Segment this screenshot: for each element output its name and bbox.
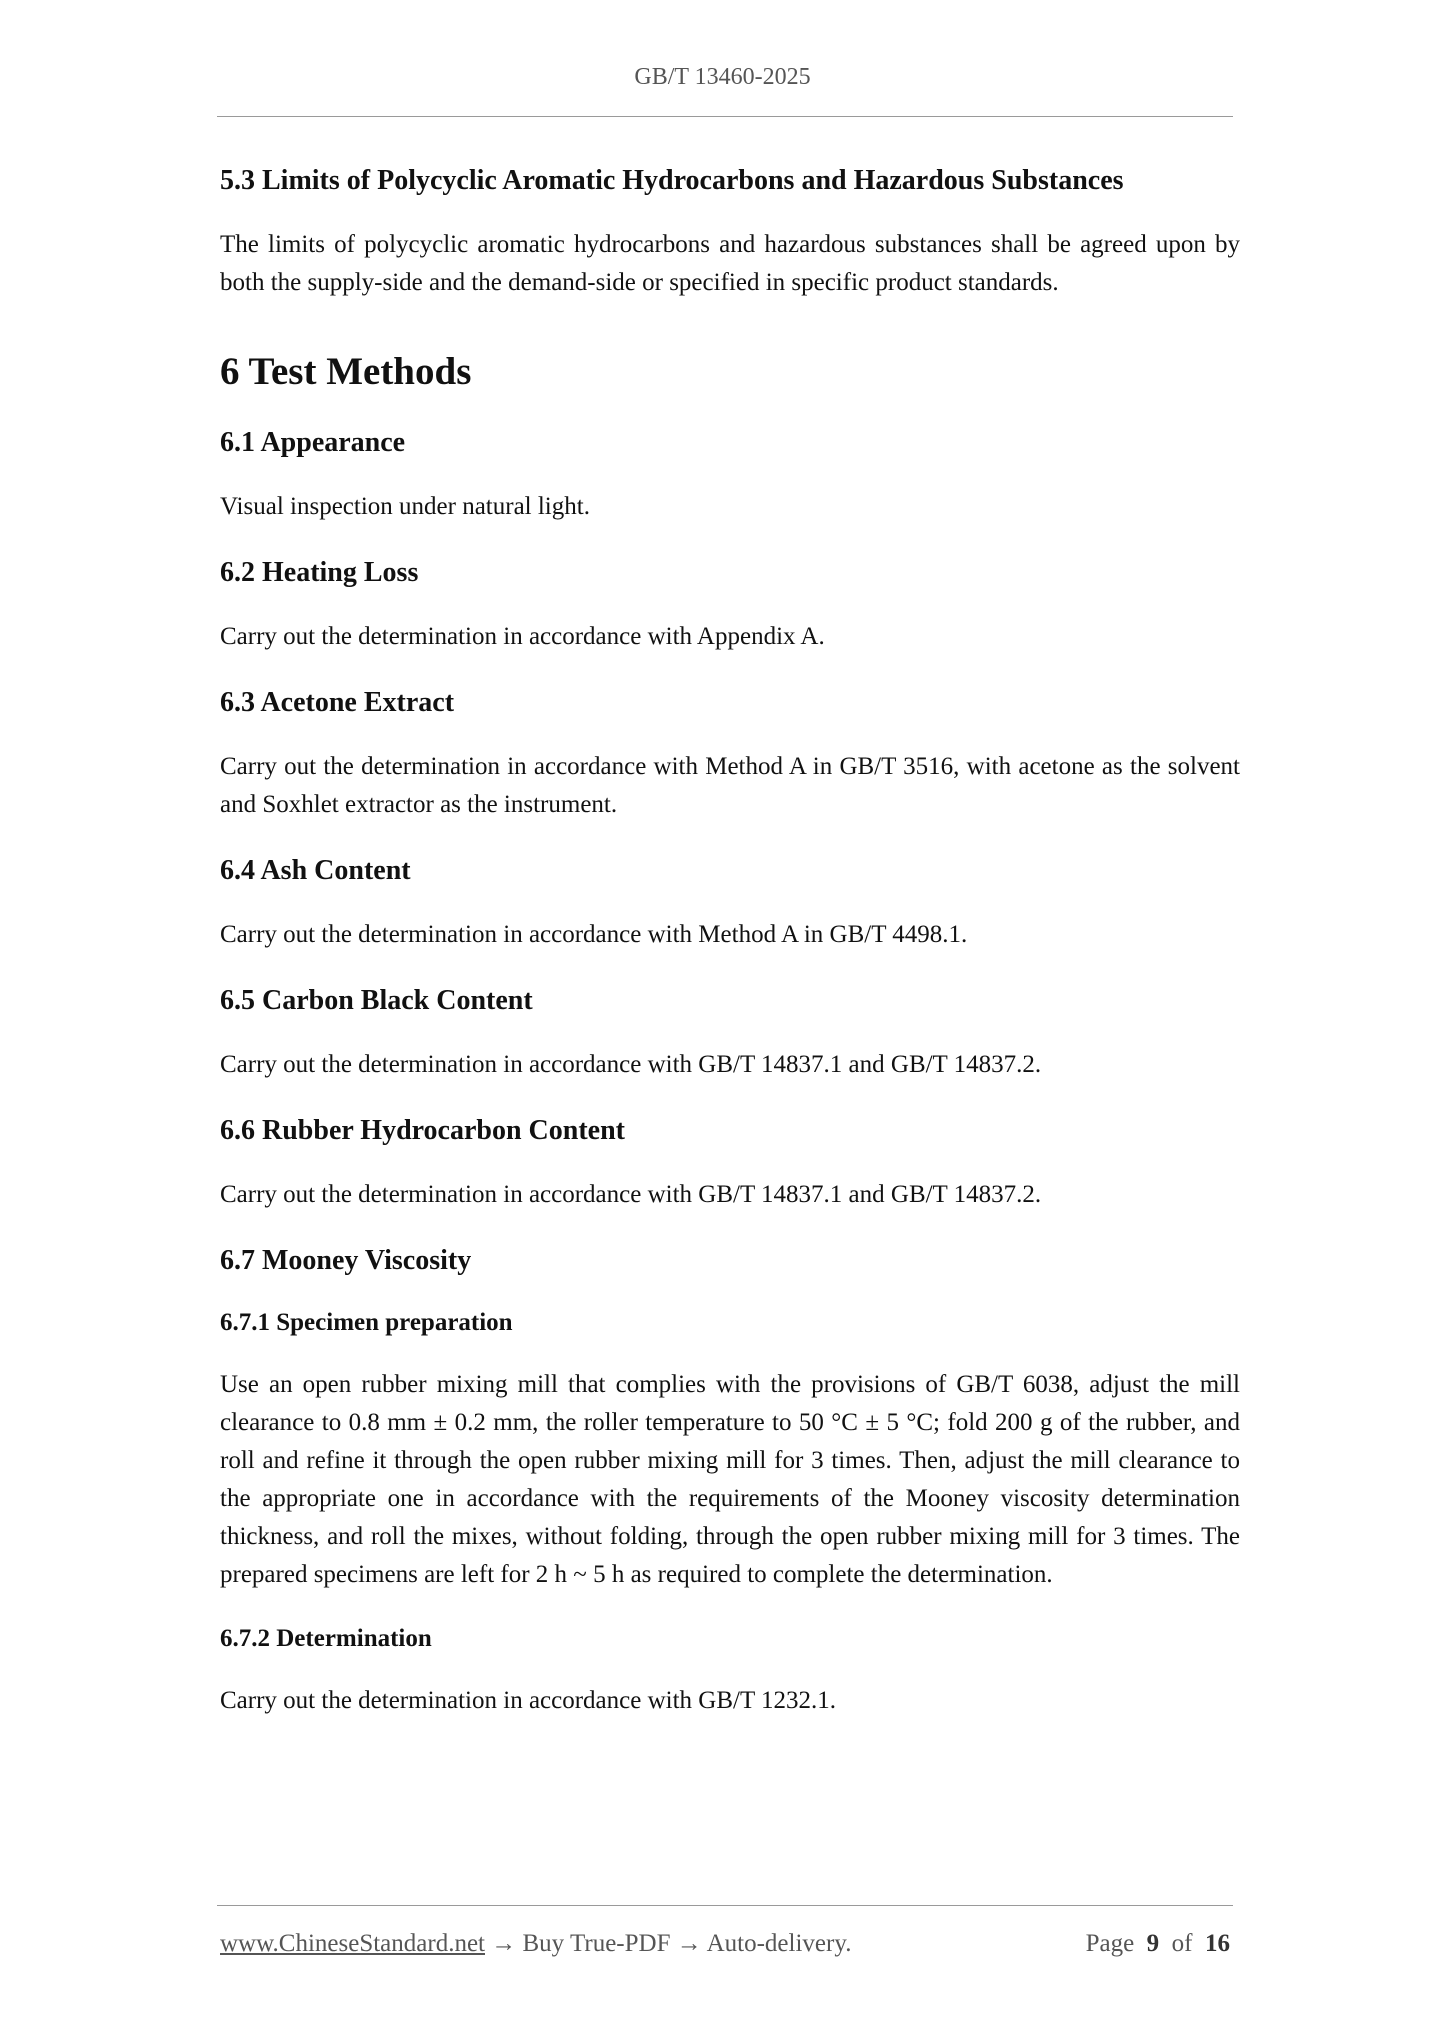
page-of: of <box>1171 1930 1193 1957</box>
delivery-text: Auto-delivery. <box>706 1930 852 1957</box>
heading-6: 6 Test Methods <box>220 350 472 393</box>
heading-6-5: 6.5 Carbon Black Content <box>220 985 533 1016</box>
heading-6-7: 6.7 Mooney Viscosity <box>220 1245 472 1276</box>
paragraph-6-5: Carry out the determination in accordance with GB/T 14837.1 and GB/T 14837.2. <box>220 1051 1042 1078</box>
footer-divider <box>217 1905 1233 1906</box>
footer-promo <box>220 1930 851 1958</box>
heading-6-6: 6.6 Rubber Hydrocarbon Content <box>220 1115 626 1146</box>
arrow-icon: → <box>485 1930 523 1957</box>
page-current: 9 <box>1146 1930 1160 1957</box>
header-title: GB/T 13460-2025 <box>634 64 811 90</box>
arrow-icon: → <box>670 1930 707 1957</box>
page-total: 16 <box>1205 1930 1230 1957</box>
buy-text: Buy True-PDF <box>522 1930 671 1957</box>
paragraph-5-3: The limits of polycyclic aromatic hydrocarbons and hazardous substances shall be agreed upon by both the supply-side and the demand-side or specified in specific product standards. <box>220 231 1240 296</box>
heading-6-7-1: 6.7.1 Specimen preparation <box>220 1309 513 1336</box>
heading-6-1: 6.1 Appearance <box>220 427 406 458</box>
paragraph-6-1: Visual inspection under natural light. <box>220 493 590 520</box>
paragraph-6-7-2: Carry out the determination in accordance with GB/T 1232.1. <box>220 1687 837 1714</box>
heading-6-2: 6.2 Heating Loss <box>220 557 419 588</box>
heading-5-3: 5.3 Limits of Polycyclic Aromatic Hydrocarbons and Hazardous Substances <box>220 165 1124 196</box>
page-footer <box>220 1930 1230 1958</box>
paragraph-6-7-1: Use an open rubber mixing mill that complies with the provisions of GB/T 6038, adjust the mill clearance to 0.8 mm ± 0.2 mm, the roller temperature to 50 °C ± 5 °C; fold 200 g of the rubber, and roll and refine it through the open rubber mixing mill for 3 times. Then, adjust the mill clearance to the appropriate one in accordance with the requirements of the Mooney viscosity determination thickness, and roll the mixes, without folding, through the open rubber mixing mill for 3 times. The prepared specimens are left for 2 h ~ 5 h as required to complete the determination. <box>220 1371 1240 1588</box>
paragraph-6-3: Carry out the determination in accordance with Method A in GB/T 3516, with acetone as the solvent and Soxhlet extractor as the instrument. <box>220 753 1240 818</box>
header-divider <box>217 116 1233 117</box>
paragraph-6-2: Carry out the determination in accordance with Appendix A. <box>220 623 825 650</box>
paragraph-6-4: Carry out the determination in accordance with Method A in GB/T 4498.1. <box>220 921 968 948</box>
page-content <box>220 162 1240 1748</box>
heading-6-7-2: 6.7.2 Determination <box>220 1625 432 1652</box>
page-number <box>1086 1930 1230 1958</box>
page-word: Page <box>1085 1930 1135 1957</box>
heading-6-3: 6.3 Acetone Extract <box>220 687 455 718</box>
paragraph-6-6: Carry out the determination in accordance with GB/T 14837.1 and GB/T 14837.2. <box>220 1181 1042 1208</box>
site-link[interactable]: www.ChineseStandard.net <box>220 1930 485 1957</box>
heading-6-4: 6.4 Ash Content <box>220 855 411 886</box>
